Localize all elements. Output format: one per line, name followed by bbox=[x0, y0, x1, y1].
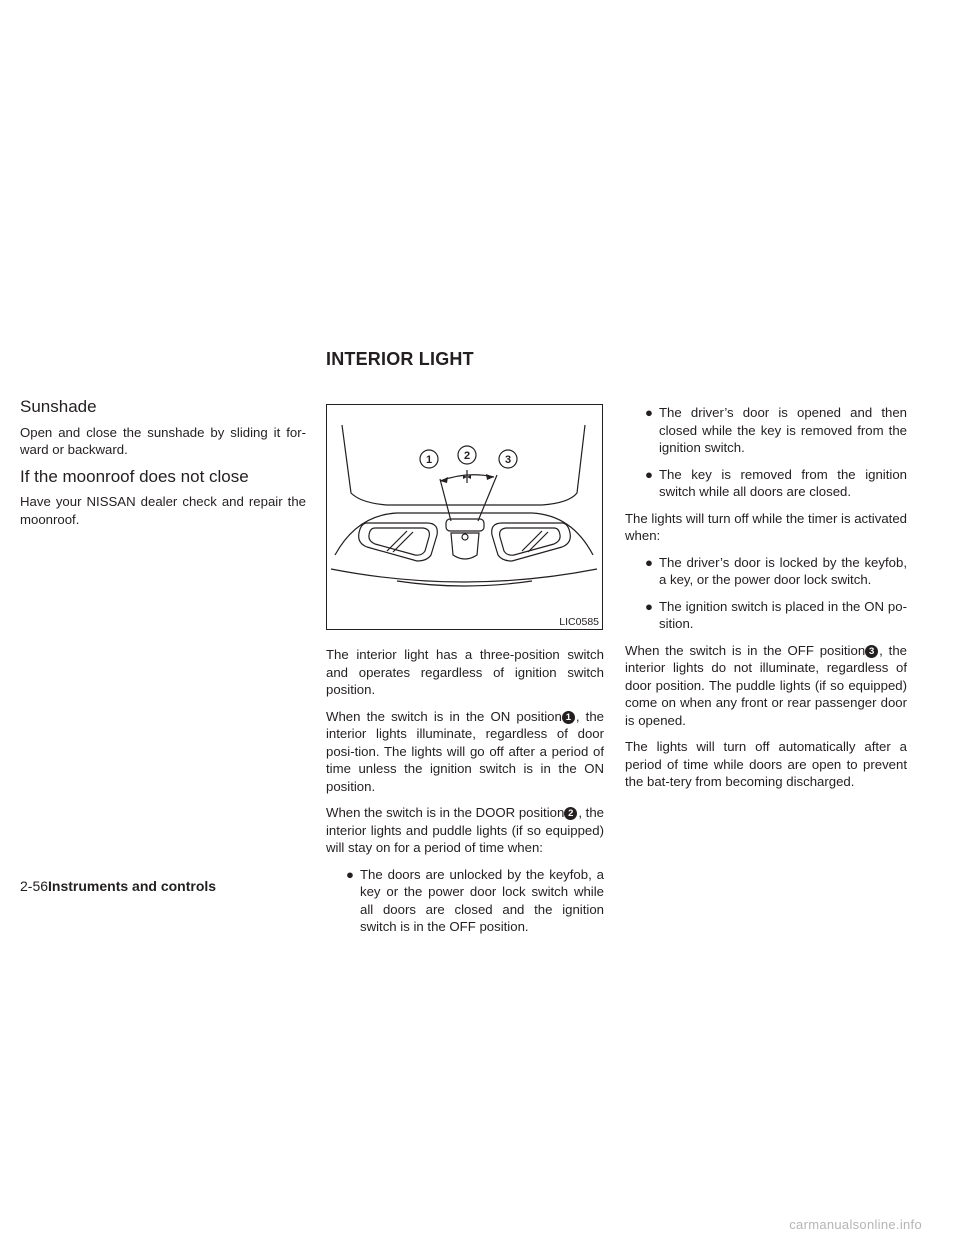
right-column bbox=[625, 404, 907, 800]
interior-light-illustration bbox=[327, 405, 602, 629]
position-2-badge: 2 bbox=[564, 807, 577, 820]
callout-2: 2 bbox=[463, 450, 471, 462]
bullet-item: ● The doors are unlocked by the keyfob, a key or the power door lock switch while all doors are closed and the ignition switch is in the OFF position. bbox=[346, 866, 604, 934]
on-position-paragraph: When the switch is in the ON position 1 , the interior lights illuminate, regardless of door posi-tion. The lights will go off after a period of time unless the ignition switch is in the ON position. bbox=[326, 708, 604, 794]
page-footer bbox=[20, 878, 216, 894]
section-title: INTERIOR LIGHT bbox=[326, 349, 474, 369]
timer-paragraph: The lights will turn off while the timer is activated when: bbox=[625, 510, 907, 543]
door-position-paragraph: When the switch is in the DOOR position 2 , the interior lights and puddle lights (if so equipped) will stay on for a period of time when: bbox=[326, 805, 604, 855]
middle-column bbox=[326, 646, 604, 945]
page-number: 2-56 bbox=[20, 878, 49, 894]
watermark: carmanualsonline.info bbox=[789, 1217, 922, 1232]
callout-3: 3 bbox=[504, 454, 512, 466]
bullet-icon: ● bbox=[645, 598, 653, 614]
bullet-icon: ● bbox=[645, 466, 653, 482]
bullet-icon: ● bbox=[645, 554, 653, 570]
moonroof-heading: If the moonroof does not close bbox=[20, 466, 249, 486]
bullet-icon: ● bbox=[346, 866, 354, 882]
chapter-title: Instruments and controls bbox=[48, 878, 217, 894]
bullet-icon: ● bbox=[645, 405, 653, 420]
interior-light-figure bbox=[326, 404, 603, 630]
bullet-item: ● The key is removed from the ignition switch while all doors are closed. bbox=[645, 466, 907, 499]
bullet-item: ● The driver’s door is opened and then closed while the key is removed from the ignition switch. bbox=[645, 405, 907, 455]
callout-1: 1 bbox=[425, 454, 433, 466]
figure-label: LIC0585 bbox=[559, 616, 599, 628]
moonroof-paragraph: Have your NISSAN dealer check and repair the moonroof. bbox=[20, 494, 306, 527]
bullet-item: ● The driver’s door is locked by the keyfob, a key, or the power door lock switch. bbox=[645, 554, 907, 587]
position-1-badge: 1 bbox=[562, 711, 575, 724]
off-position-paragraph: When the switch is in the OFF position 3 , the interior lights do not illuminate, regardless of door position. The puddle lights (if so equipped) come on when any front or rear passenger door is opened. bbox=[625, 642, 907, 728]
battery-paragraph: The lights will turn off automatically after a period of time while doors are open to prevent the bat-tery from becoming discharged. bbox=[625, 739, 907, 789]
intro-paragraph: The interior light has a three-position switch and operates regardless of ignition switch position. bbox=[326, 647, 604, 697]
position-3-badge: 3 bbox=[865, 645, 878, 658]
sunshade-paragraph: Open and close the sunshade by sliding it for-ward or backward. bbox=[20, 424, 306, 457]
bullet-item: ● The ignition switch is placed in the ON po-sition. bbox=[645, 598, 907, 631]
left-column bbox=[20, 398, 306, 537]
sunshade-heading: Sunshade bbox=[20, 397, 97, 416]
